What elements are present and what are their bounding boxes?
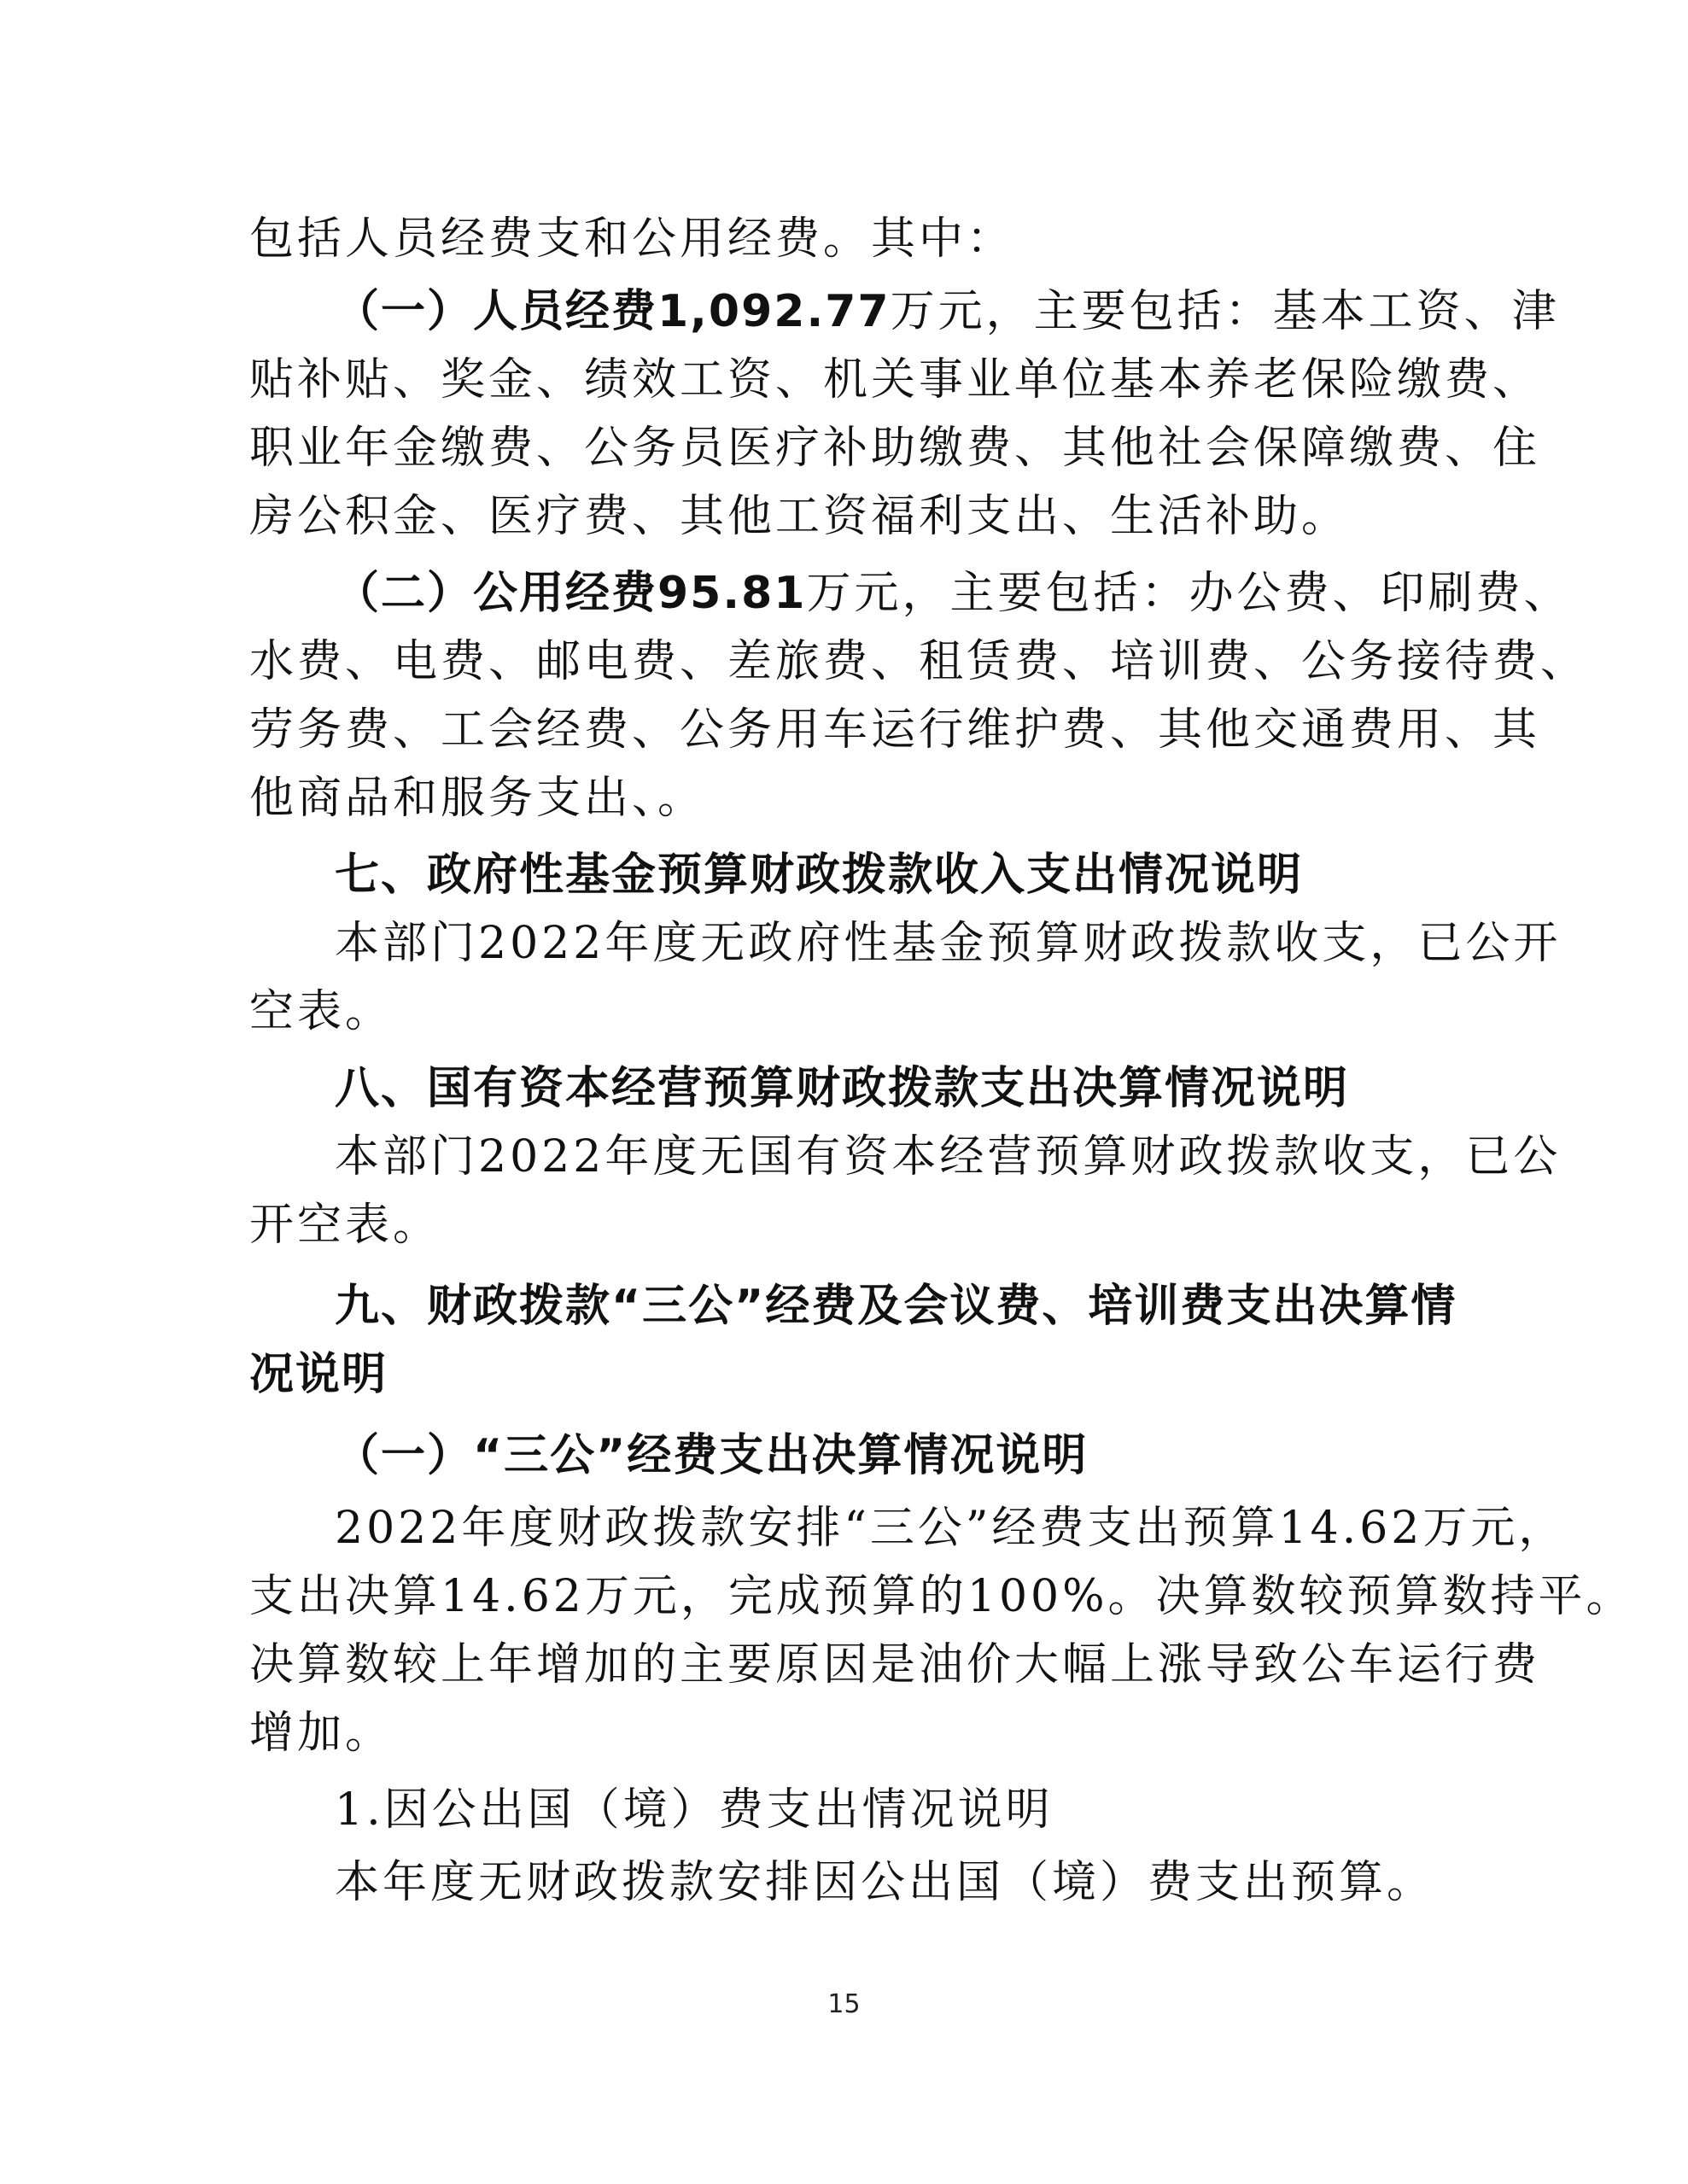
- body-line-12: 空表。: [249, 986, 394, 1037]
- body-line-24: 本年度无财政拨款安排因公出国（境）费支出预算。: [335, 1857, 1435, 1908]
- body-line-11: 本部门2022年度无政府性基金预算财政拨款收支，已公开: [335, 918, 1562, 969]
- body-line-7: 水费、电费、邮电费、差旅费、租赁费、培训费、公务接待费、: [249, 636, 1589, 687]
- section-heading-9: 九、财政拨款“三公”经费及会议费、培训费支出决算情: [335, 1281, 1457, 1332]
- body-line-20: 支出决算14.62万元，完成预算的100%。决算数较预算数持平。: [249, 1571, 1634, 1622]
- body-line-21: 决算数较上年增加的主要原因是油价大幅上涨导致公车运行费: [249, 1639, 1541, 1691]
- page-number: 15: [827, 1989, 861, 2019]
- public-expense-label: （二）公用经费95.81: [335, 568, 807, 619]
- subsection-heading-1: （一）“三公”经费支出决算情况说明: [335, 1430, 1089, 1481]
- body-line-1: 包括人员经费支和公用经费。其中：: [249, 213, 1015, 265]
- body-line-9: 他商品和服务支出、。: [249, 773, 706, 824]
- personnel-expense-text: 万元，主要包括：基本工资、津: [890, 286, 1560, 337]
- item-heading-1: 1.因公出国（境）费支出情况说明: [335, 1784, 1054, 1836]
- section-heading-9-cont: 况说明: [249, 1349, 388, 1400]
- section-heading-8: 八、国有资本经营预算财政拨款支出决算情况说明: [335, 1063, 1350, 1114]
- body-line-14: 本部门2022年度无国有资本经营预算财政拨款收支，已公: [335, 1131, 1562, 1183]
- body-line-4: 职业年金缴费、公务员医疗补助缴费、其他社会保障缴费、住: [249, 423, 1541, 474]
- body-line-5: 房公积金、医疗费、其他工资福利支出、生活补助。: [249, 491, 1350, 542]
- personnel-expense-line: [335, 277, 1560, 346]
- body-line-22: 增加。: [249, 1708, 394, 1759]
- public-expense-text: 万元，主要包括：办公费、印刷费、: [806, 568, 1572, 619]
- body-line-19: 2022年度财政拨款安排“三公”经费支出预算14.62万元，: [335, 1503, 1567, 1554]
- personnel-expense-label: （一）人员经费1,092.77: [335, 286, 891, 337]
- body-line-8: 劳务费、工会经费、公务用车运行维护费、其他交通费用、其: [249, 704, 1541, 756]
- section-heading-7: 七、政府性基金预算财政拨款收入支出情况说明: [335, 850, 1304, 901]
- public-expense-line: [335, 559, 1572, 628]
- body-line-15: 开空表。: [249, 1200, 441, 1251]
- body-line-3: 贴补贴、奖金、绩效工资、机关事业单位基本养老保险缴费、: [249, 354, 1541, 406]
